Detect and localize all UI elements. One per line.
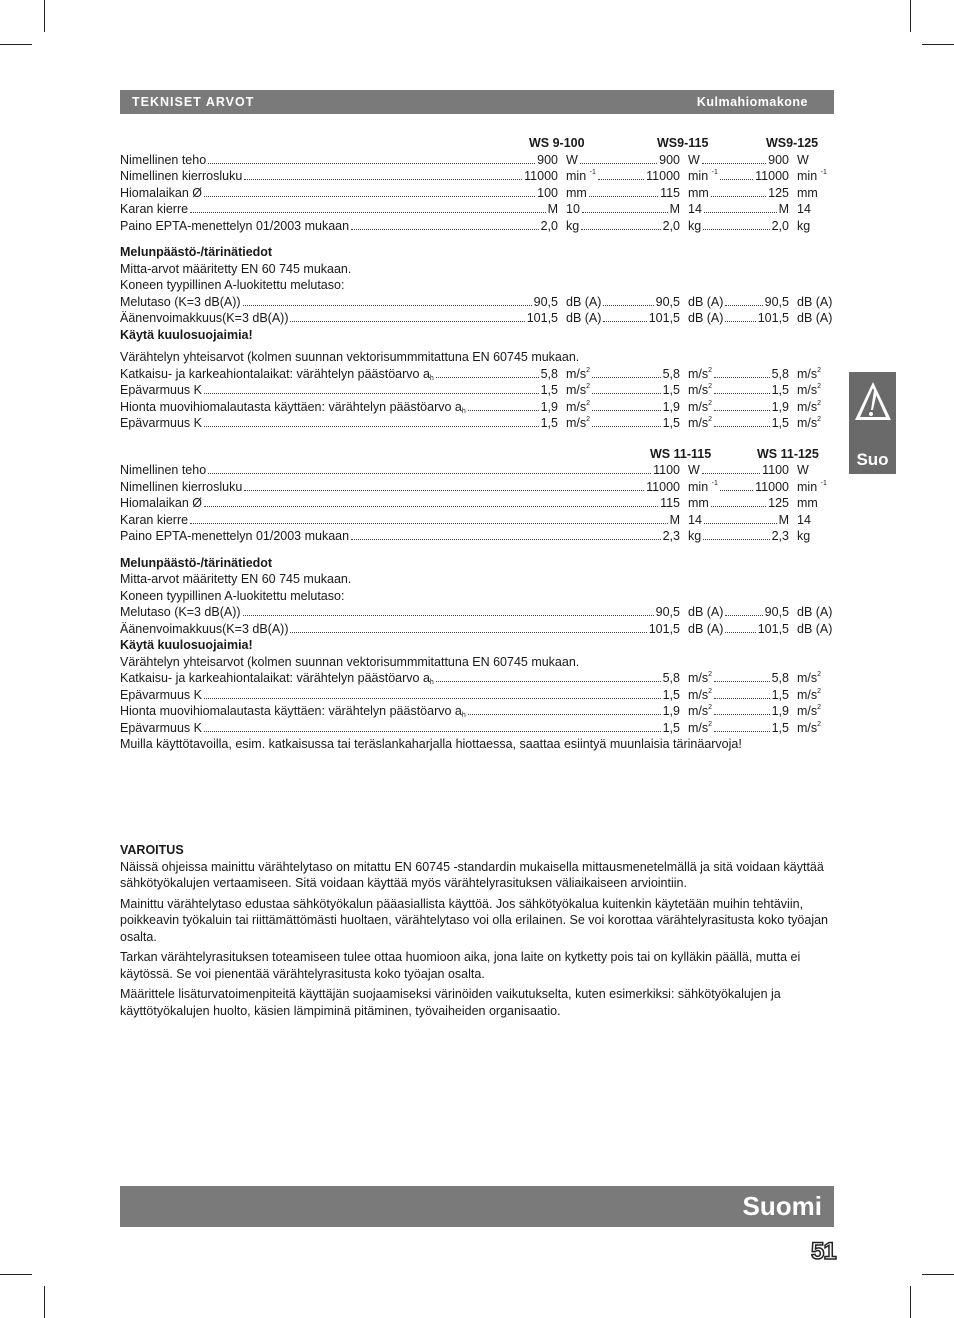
row-unit: mm [688, 496, 709, 510]
row-unit: dB (A) [566, 311, 602, 325]
dot-leader [436, 366, 539, 378]
row-label: Epävarmuus K [120, 687, 202, 702]
dot-leader [204, 382, 539, 394]
dot-leader [725, 294, 762, 306]
dot-leader [351, 218, 539, 230]
row-value: 11000 [646, 169, 680, 183]
row-unit: 14 [688, 512, 702, 527]
spec-table-2 [120, 446, 834, 753]
row-label: Katkaisu- ja karkeahiontalaikat: värähtelyn päästöarvo $a_h$ [120, 366, 434, 382]
dot-leader [703, 218, 769, 230]
row-unit: dB (A) [797, 294, 833, 309]
row-value: 1,9 [771, 704, 789, 718]
row-unit: W [688, 152, 700, 167]
spec-row [120, 462, 834, 479]
dot-leader [592, 399, 661, 411]
crop-mark [44, 1286, 45, 1318]
row-unit: dB (A) [566, 294, 602, 309]
row-value: 1,9 [662, 399, 680, 414]
noise-title: Melunpäästö-/tärinätiedot [120, 555, 273, 570]
dot-leader [725, 621, 755, 633]
warning-paragraph: Tarkan värähtelyrasituksen toteamiseen tulee ottaa huomioon aika, jona laite on kytketty pois tai on kylläkin päällä, mutta ei käytössä. Se voi pienentää värähtelyrasitusta koko työajan osalta. [120, 950, 801, 981]
row-value: 1,9 [771, 399, 789, 414]
row-label: Katkaisu- ja karkeahiontalaikat: värähtelyn päästöarvo $a_h$ [120, 671, 434, 686]
model-name: WS9-125 [766, 136, 819, 150]
row-label: Epävarmuus K [120, 720, 202, 735]
row-unit: 14 [688, 202, 702, 216]
row-unit: 14 [797, 512, 811, 527]
dot-leader [290, 310, 524, 322]
row-value: 90,5 [533, 294, 558, 309]
row-value: 900 [659, 152, 680, 167]
row-label: Karan kierre [120, 512, 189, 527]
row-value: 1,5 [662, 687, 680, 702]
dot-leader [603, 294, 653, 306]
vibration-row [120, 415, 834, 432]
row-unit: $m/s^2$ [688, 704, 713, 718]
warning-paragraph: Määrittele lisäturvatoimenpiteitä käyttäjän suojaamiseksi värinöiden vaikutukselta, kuten esimerkiksi: sähkötyökalujen ja käyttötyökalujen huolto, käsien lämpiminä pitäminen, työvaiheiden organisaatio. [120, 987, 781, 1018]
row-label: Karan kierre [120, 202, 189, 216]
row-unit: $m/s^2$ [797, 720, 822, 735]
row-unit: mm [566, 185, 587, 200]
row-value: 11000 [755, 169, 789, 183]
row-unit: kg [688, 529, 702, 543]
language-tab [849, 372, 896, 474]
row-value: 900 [537, 152, 558, 167]
row-label: Äänenvoimakkuus(K=3 dB(A)) [120, 311, 289, 325]
section-title: TEKNISET ARVOT [132, 95, 255, 109]
row-value: 100 [537, 185, 558, 200]
row-unit: min $^{-1}$ [688, 169, 718, 183]
vibration-row [120, 703, 834, 720]
dot-leader [714, 415, 770, 427]
row-value: 101,5 [526, 311, 558, 325]
model-name: WS 11-115 [650, 446, 712, 461]
dot-leader [204, 687, 661, 699]
spec-row [120, 152, 834, 169]
row-label: Hiomalaikan Ø [120, 496, 202, 510]
row-unit: kg [797, 218, 811, 233]
dot-leader [714, 382, 770, 394]
row-unit: $m/s^2$ [688, 671, 713, 685]
dot-leader [204, 415, 539, 427]
row-unit: $m/s^2$ [797, 399, 822, 414]
model-header-row [120, 446, 834, 463]
row-label: Nimellinen kierrosluku [120, 479, 243, 494]
row-value: 101,5 [757, 311, 789, 325]
row-unit: mm [688, 185, 709, 200]
dot-leader [589, 185, 658, 197]
dot-leader [714, 366, 770, 378]
row-value: 900 [768, 152, 789, 167]
row-value: M [778, 512, 789, 527]
row-unit: 14 [797, 202, 811, 216]
row-unit: dB (A) [688, 605, 724, 619]
row-unit: kg [688, 218, 702, 233]
dot-leader [244, 479, 644, 491]
vibration-row [120, 366, 834, 383]
dot-leader [714, 670, 770, 682]
warning-paragraph: Näissä ohjeissa mainittu värähtelytaso on mitattu EN 60745 -standardin mukaisella mittausmenetelmällä ja sitä voidaan käyttää sähkötyökalujen vertaamiseen. Sitä voidaan käyttää myös värähtelyrasituksen väliaikaiseen arviointiin. [120, 859, 824, 890]
spec-content [120, 135, 834, 753]
row-label: Epävarmuus K [120, 383, 202, 397]
dot-leader [702, 462, 760, 474]
footer-language: Suomi [742, 1191, 822, 1221]
crop-mark [910, 0, 911, 32]
row-unit: $m/s^2$ [566, 399, 591, 414]
dot-leader [208, 152, 535, 164]
crop-mark [44, 0, 45, 32]
spec-row [120, 218, 834, 235]
row-unit: dB (A) [797, 605, 833, 619]
spacer [120, 545, 834, 555]
row-value: 1,5 [771, 416, 789, 430]
dot-leader [702, 152, 766, 164]
ear-protection-note: Käytä kuulosuojaimia! [120, 327, 253, 342]
noise-text: Mitta-arvot määritetty EN 60 745 mukaan. [120, 261, 352, 276]
dot-leader [714, 687, 770, 699]
spec-row [120, 201, 834, 218]
dot-leader [592, 382, 661, 394]
row-unit: W [797, 463, 809, 477]
row-unit: $m/s^2$ [688, 366, 713, 381]
dot-leader [190, 512, 667, 524]
row-label: Nimellinen kierrosluku [120, 169, 243, 183]
row-unit: dB (A) [688, 294, 724, 309]
warning-section [120, 842, 834, 1023]
row-label: Hionta muovihiomalautasta käyttäen: värähtelyn päästöarvo $a_h$ [120, 704, 466, 719]
row-unit: min $^{-1}$ [566, 169, 596, 183]
row-value: 1,5 [540, 383, 558, 397]
row-value: 90,5 [764, 605, 789, 619]
row-label: Melutaso (K=3 dB(A)) [120, 605, 241, 619]
row-value: 1,5 [662, 383, 680, 397]
row-value: 5,8 [540, 366, 558, 381]
row-value: 125 [768, 496, 789, 510]
model-name: WS 11-125 [757, 446, 819, 461]
row-label: Epävarmuus K [120, 416, 202, 430]
row-value: 1,5 [662, 720, 680, 735]
row-unit: $m/s^2$ [797, 416, 822, 430]
dot-leader [581, 218, 660, 230]
row-value: M [669, 512, 680, 527]
row-unit: $m/s^2$ [688, 399, 713, 414]
vibration-row [120, 382, 834, 399]
row-unit: $m/s^2$ [797, 383, 822, 397]
row-unit: W [688, 463, 700, 477]
row-unit: $m/s^2$ [688, 687, 713, 702]
dot-leader [714, 703, 770, 715]
row-unit: kg [797, 529, 811, 543]
dot-leader [714, 399, 770, 411]
row-unit: min $^{-1}$ [688, 479, 718, 494]
row-label: Paino EPTA-menettelyn 01/2003 mukaan [120, 218, 350, 233]
row-unit: $m/s^2$ [688, 383, 713, 397]
spec-row [120, 528, 834, 545]
row-value: 1,9 [540, 399, 558, 414]
dot-leader [711, 495, 766, 507]
row-unit: $m/s^2$ [797, 366, 822, 381]
dot-leader [208, 462, 651, 474]
dot-leader [436, 670, 661, 682]
row-value: 5,8 [771, 366, 789, 381]
row-unit: W [566, 152, 578, 167]
row-unit: mm [797, 496, 818, 510]
noise-title: Melunpäästö-/tärinätiedot [120, 245, 273, 259]
model-name: WS 9-100 [529, 136, 585, 150]
product-type: Kulmahiomakone [696, 95, 808, 109]
crop-mark [922, 1274, 954, 1275]
row-unit: $m/s^2$ [797, 704, 822, 718]
row-value: 1100 [653, 463, 680, 477]
row-value: 1,5 [662, 416, 680, 430]
row-value: 101,5 [648, 311, 680, 325]
row-value: M [778, 202, 789, 216]
noise-row [120, 310, 834, 327]
noise-row [120, 621, 834, 638]
language-tab-label: Suo [856, 450, 889, 469]
noise-text: Koneen tyypillinen A-luokitettu melutaso: [120, 278, 345, 292]
row-value: 101,5 [648, 621, 680, 636]
warning-title: VAROITUS [120, 843, 184, 857]
dot-leader [243, 604, 654, 616]
dot-leader [592, 415, 661, 427]
row-label: Paino EPTA-menettelyn 01/2003 mukaan [120, 529, 350, 543]
row-unit: $m/s^2$ [688, 720, 713, 735]
dot-leader [204, 720, 661, 732]
dot-leader [725, 310, 755, 322]
crop-mark [922, 44, 954, 45]
footer-bar [120, 1186, 834, 1227]
row-value: 101,5 [757, 621, 789, 636]
row-unit: $m/s^2$ [797, 671, 822, 685]
row-value: 90,5 [655, 294, 680, 309]
crop-mark [0, 1274, 32, 1275]
row-unit: dB (A) [797, 311, 833, 325]
page-number: 51 [811, 1238, 836, 1265]
row-value: 115 [660, 185, 680, 200]
row-unit: $m/s^2$ [566, 366, 591, 381]
row-value: M [547, 202, 558, 216]
vibration-text: Värähtelyn yhteisarvot (kolmen suunnan vektorisummmitattuna EN 60745 mukaan. [120, 350, 580, 364]
dot-leader [704, 201, 777, 213]
row-label: Hiomalaikan Ø [120, 185, 202, 200]
crop-mark [0, 44, 32, 45]
noise-row [120, 294, 834, 311]
spec-row [120, 479, 834, 496]
dot-leader [720, 479, 753, 491]
dot-leader [603, 310, 646, 322]
vibration-row [120, 399, 834, 416]
dot-leader [592, 366, 661, 378]
spacer [120, 234, 834, 244]
row-unit: W [797, 152, 809, 167]
noise-text: Koneen tyypillinen A-luokitettu melutaso: [120, 588, 345, 603]
row-unit: $m/s^2$ [566, 416, 591, 430]
row-value: 2,0 [540, 218, 558, 233]
row-value: 115 [660, 496, 680, 510]
row-unit: dB (A) [797, 621, 833, 636]
warning-paragraph: Mainittu värähtelytaso edustaa sähkötyökalun pääasiallista käyttöä. Jos sähkötyökalua kuitenkin käytetään muihin tehtäviin, poikkeavin työkaluin tai riittämättömästi huoltaen, värähtelytaso voi olla erilainen. Se voi korottaa värähtelyrasitusta koko työajan osalta. [120, 896, 829, 944]
row-value: 90,5 [764, 294, 789, 309]
spec-row [120, 168, 834, 185]
dot-leader [582, 201, 668, 213]
spec-row [120, 512, 834, 529]
ear-protection-note: Käytä kuulosuojaimia! [120, 638, 253, 652]
warning-triangle-icon [853, 380, 893, 440]
row-label: Äänenvoimakkuus(K=3 dB(A)) [120, 621, 289, 636]
vibration-text: Värähtelyn yhteisarvot (kolmen suunnan vektorisummmitattuna EN 60745 mukaan. [120, 654, 580, 669]
row-value: 2,3 [771, 529, 789, 543]
row-unit: min $^{-1}$ [797, 479, 827, 494]
spec-row [120, 495, 834, 512]
dot-leader [190, 201, 545, 213]
row-value: 11000 [646, 479, 680, 494]
dot-leader [580, 152, 657, 164]
dot-leader [244, 168, 522, 180]
row-value: 1,5 [771, 687, 789, 702]
row-value: 125 [768, 185, 789, 200]
dot-leader [711, 185, 766, 197]
row-unit: kg [566, 218, 580, 233]
row-value: 1,5 [540, 416, 558, 430]
dot-leader [351, 528, 661, 540]
dot-leader [468, 399, 539, 411]
dot-leader [725, 604, 762, 616]
dot-leader [598, 168, 644, 180]
row-value: 2,3 [662, 529, 680, 543]
dot-leader [290, 621, 646, 633]
row-label: Hionta muovihiomalautasta käyttäen: värähtelyn päästöarvo $a_h$ [120, 399, 466, 415]
row-value: 90,5 [655, 605, 680, 619]
row-value: 5,8 [662, 366, 680, 381]
row-label: Melutaso (K=3 dB(A)) [120, 294, 241, 309]
dot-leader [714, 720, 770, 732]
model-name: WS9-115 [657, 136, 709, 150]
dot-leader [704, 512, 777, 524]
dot-leader [703, 528, 769, 540]
row-value: 1,5 [771, 720, 789, 735]
section-header [120, 90, 834, 114]
dot-leader [468, 703, 661, 715]
row-value: 5,8 [662, 671, 680, 685]
row-value: 1100 [762, 463, 789, 477]
row-value: 2,0 [771, 218, 789, 233]
row-unit: mm [797, 185, 818, 200]
model-header-row [120, 135, 834, 152]
vibration-row [120, 720, 834, 737]
row-unit: min $^{-1}$ [797, 169, 827, 183]
row-unit: 10 [566, 202, 580, 216]
row-unit: dB (A) [688, 311, 724, 325]
row-value: 5,8 [771, 671, 789, 685]
row-value: 11000 [755, 479, 789, 494]
row-value: 11000 [524, 169, 558, 183]
row-unit: $m/s^2$ [688, 416, 713, 430]
row-unit: $m/s^2$ [566, 383, 591, 397]
vibration-row [120, 670, 834, 687]
row-value: M [669, 202, 680, 216]
vibration-note: Muilla käyttötavoilla, esim. katkaisussa tai teräslankaharjalla hiottaessa, saattaa esiintyä muunlaisia tärinäarvoja! [120, 737, 742, 751]
row-label: Nimellinen teho [120, 463, 207, 477]
row-value: 2,0 [662, 218, 680, 233]
dot-leader [720, 168, 753, 180]
row-unit: dB (A) [688, 621, 724, 636]
spec-table-1 [120, 135, 834, 432]
noise-row [120, 604, 834, 621]
vibration-row [120, 687, 834, 704]
noise-text: Mitta-arvot määritetty EN 60 745 mukaan. [120, 572, 352, 586]
row-value: 1,5 [771, 383, 789, 397]
dot-leader [204, 185, 535, 197]
crop-mark [910, 1286, 911, 1318]
row-unit: $m/s^2$ [797, 687, 822, 702]
dot-leader [243, 294, 532, 306]
spec-row [120, 185, 834, 202]
row-value: 1,9 [662, 704, 680, 718]
row-label: Nimellinen teho [120, 152, 207, 167]
dot-leader [204, 495, 658, 507]
